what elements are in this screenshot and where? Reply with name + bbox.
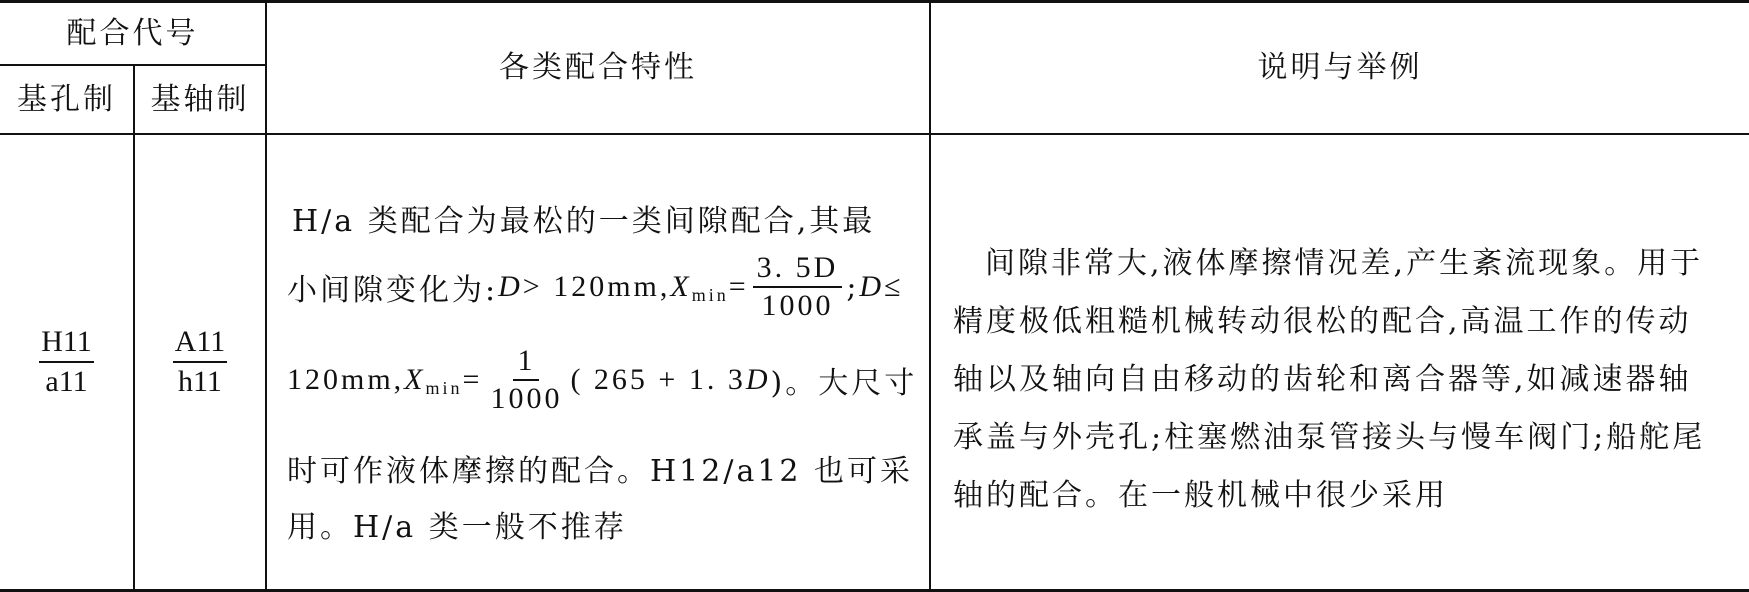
header-shaft-basis: 基轴制 bbox=[150, 81, 250, 117]
char-line-2-frac-num: 3. 5D bbox=[753, 253, 843, 288]
char-line-3-frac-num: 1 bbox=[513, 346, 539, 381]
char-line-2-text-b: > 120mm, bbox=[522, 270, 671, 303]
char-line-3-var-d: D bbox=[745, 363, 771, 396]
exp-line-1: 间隙非常大,液体摩擦情况差,产生紊流现象。用于 bbox=[985, 246, 1704, 281]
exp-line-3: 轴以及轴向自由移动的齿轮和离合器等,如减速器轴 bbox=[953, 362, 1692, 397]
header-characteristics: 各类配合特性 bbox=[499, 50, 697, 85]
char-line-2-fraction bbox=[753, 253, 843, 321]
char-line-2-text-d: ≤ bbox=[884, 270, 904, 303]
char-line-2 bbox=[287, 252, 904, 322]
char-line-2-var-x: X bbox=[670, 270, 692, 303]
char-line-4: 时可作液体摩擦的配合。H12/a12 也可采 bbox=[287, 454, 914, 489]
shaft-basis-code bbox=[135, 135, 265, 589]
char-line-2-text-c: ; bbox=[846, 269, 860, 305]
char-line-2-var-d: D bbox=[498, 270, 523, 303]
char-line-3-text-a: 120mm, bbox=[287, 363, 405, 396]
hole-code-numerator: H11 bbox=[39, 327, 94, 363]
char-line-5: 用。H/a 类一般不推荐 bbox=[287, 510, 627, 545]
char-line-3-fraction bbox=[486, 346, 566, 414]
header-hole-basis: 基孔制 bbox=[17, 81, 116, 117]
hole-code-fraction bbox=[39, 327, 94, 397]
exp-line-2: 精度极低粗糙机械转动很松的配合,高温工作的传动 bbox=[953, 304, 1692, 339]
char-line-3-text-b: ( 265 + 1. 3 bbox=[570, 363, 746, 396]
char-line-3-frac-den: 1000 bbox=[490, 382, 563, 415]
header-fit-code: 配合代号 bbox=[66, 15, 199, 51]
hole-code-denominator: a11 bbox=[45, 365, 88, 398]
char-line-3-var-x: X bbox=[404, 363, 426, 396]
char-line-2-text-a: 小间隙变化为: bbox=[287, 273, 499, 308]
char-line-1: H/a 类配合为最松的一类间隙配合,其最 bbox=[292, 204, 876, 239]
char-line-3-sub-min: min bbox=[425, 377, 463, 398]
shaft-code-numerator: A11 bbox=[173, 327, 228, 363]
char-line-2-var-d2: D bbox=[859, 270, 885, 303]
header-explanation: 说明与举例 bbox=[1257, 50, 1423, 85]
exp-line-5: 轴的配合。在一般机械中很少采用 bbox=[953, 478, 1448, 513]
char-line-3 bbox=[287, 345, 917, 415]
hole-basis-code bbox=[0, 135, 133, 589]
char-line-3-eq: = bbox=[462, 363, 483, 396]
char-line-2-eq: = bbox=[728, 270, 749, 303]
shaft-code-denominator: h11 bbox=[178, 365, 222, 398]
shaft-code-fraction bbox=[173, 327, 228, 397]
char-line-3-text-c: )。大尺寸 bbox=[770, 366, 918, 401]
exp-line-4: 承盖与外壳孔;柱塞燃油泵管接头与慢车阀门;船舵尾 bbox=[953, 420, 1706, 455]
char-line-2-sub-min: min bbox=[691, 284, 729, 305]
char-line-2-frac-den: 1000 bbox=[761, 289, 834, 322]
